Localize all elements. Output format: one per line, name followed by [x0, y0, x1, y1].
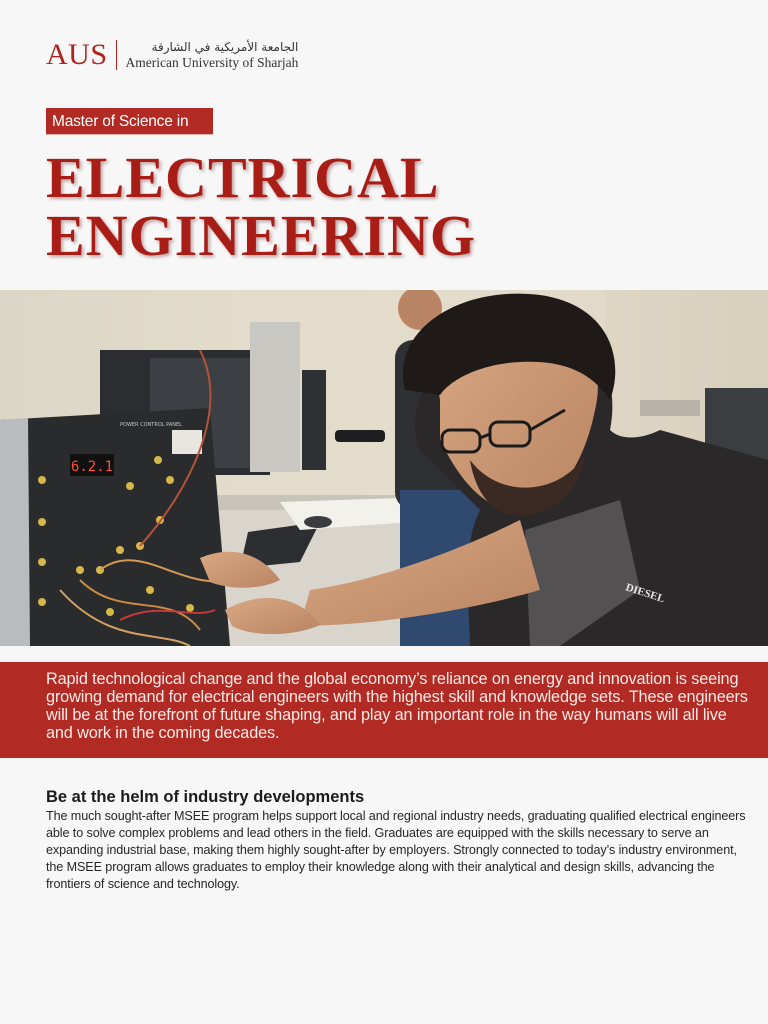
panel-heading: POWER CONTROL PANEL	[120, 422, 182, 428]
university-logo	[46, 40, 298, 70]
title-line-2: ENGINEERING	[46, 203, 476, 268]
logo-arabic-name: الجامعة الأمريكية في الشارقة	[151, 40, 299, 54]
multimeter	[335, 430, 385, 442]
panel-meter	[172, 430, 202, 454]
hero-photo	[0, 290, 768, 646]
panel-display-readout: 6.2.1	[70, 459, 114, 475]
logo-mark: AUS	[46, 38, 108, 71]
equipment-rack	[250, 322, 300, 472]
title-line-1: ELECTRICAL	[46, 145, 440, 210]
section-body: The much sought-after MSEE program helps support local and regional industry needs, graduating qualified electrical engineers able to solve complex problems and lead others in the field. Graduates are equipped with the skills necessary to serve an expanding industrial base, making them highly sought-after by employers. Strongly connected to today’s industry environment, the MSEE program allows graduates to employ their knowledge along with their analytical and design skills, advancing the frontiers of science and technology.	[46, 809, 746, 891]
mouse	[304, 516, 332, 528]
page-title	[46, 145, 476, 268]
program-tag: Master of Science in	[46, 108, 213, 135]
intro-banner: Rapid technological change and the global economy’s reliance on energy and innovation is seeing growing demand for electrical engineers with the highest skill and knowledge sets. These engineers will be at the forefront of future shaping, and play an important role in the way humans will all live and work in the coming decades.	[0, 662, 768, 758]
logo-text	[126, 40, 299, 70]
shirt-text: DIESEL	[624, 581, 667, 606]
logo-divider	[116, 40, 117, 70]
section-heading: Be at the helm of industry developments	[46, 788, 365, 806]
lab-illustration	[0, 290, 768, 646]
logo-english-name: American University of Sharjah	[125, 55, 299, 70]
